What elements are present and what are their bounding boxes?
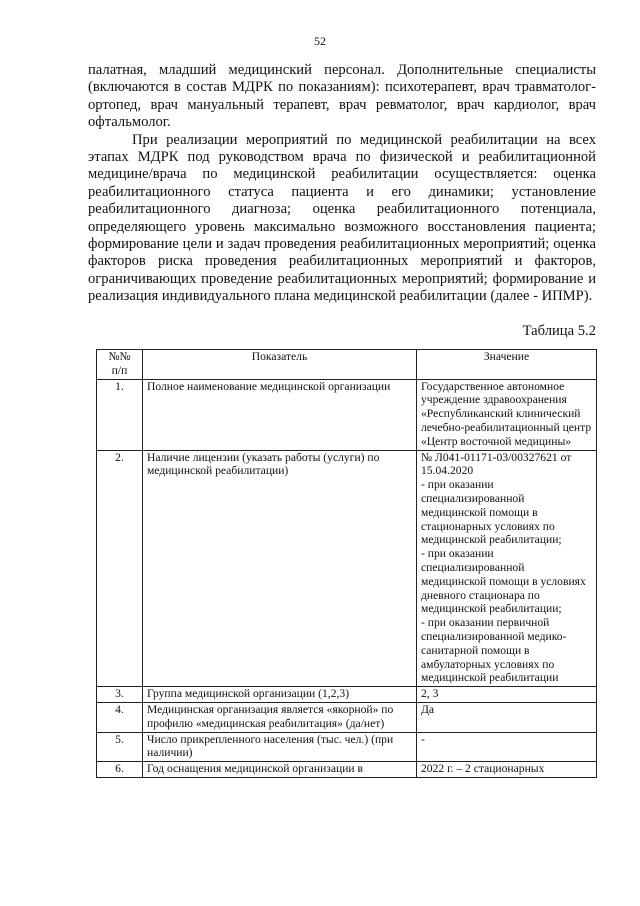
page-number: 52 — [314, 34, 326, 48]
row-indicator: Наличие лицензии (указать работы (услуги) по медицинской реабилитации) — [143, 450, 417, 687]
header-num: №№ п/п — [97, 350, 143, 380]
table-row — [97, 702, 597, 732]
row-value: - — [417, 732, 597, 762]
row-indicator: Группа медицинской организации (1,2,3) — [143, 687, 417, 703]
table-header-row — [97, 350, 597, 380]
table-row — [97, 450, 597, 687]
row-value: 2022 г. – 2 стационарных — [417, 762, 597, 778]
row-num: 3. — [97, 687, 143, 703]
header-indicator: Показатель — [143, 350, 417, 380]
row-num: 1. — [97, 379, 143, 450]
row-indicator: Медицинская организация является «якорной» по профилю «медицинская реабилитация» (да/нет) — [143, 702, 417, 732]
data-table — [96, 349, 597, 778]
table-caption: Таблица 5.2 — [522, 323, 596, 339]
row-indicator: Полное наименование медицинской организации — [143, 379, 417, 450]
row-value: 2, 3 — [417, 687, 597, 703]
row-value: Да — [417, 702, 597, 732]
row-value: № Л041-01171-03/00327621 от 15.04.2020 - при оказании специализированной медицинской помощи в стационарных условиях по медицинской реабилитации; - при оказании специализированной медицинской помощи в условиях дневного стационара по медицинской реабилитации; - при оказании первичной специализированной медико-санитарной помощи в амбулаторных условиях по медицинской реабилитации — [417, 450, 597, 687]
row-indicator: Год оснащения медицинской организации в — [143, 762, 417, 778]
paragraph-1: палатная, младший медицинский персонал. Дополнительные специалисты (включаются в состав МДРК по показаниям): психотерапевт, врач травматолог-ортопед, врач мануальный терапевт, врач ревматолог, врач кардиолог, врач офтальмолог. — [88, 62, 596, 131]
table-row — [97, 762, 597, 778]
row-indicator: Число прикрепленного населения (тыс. чел.) (при наличии) — [143, 732, 417, 762]
row-num: 4. — [97, 702, 143, 732]
row-num: 6. — [97, 762, 143, 778]
row-num: 2. — [97, 450, 143, 687]
table-row — [97, 687, 597, 703]
row-value: Государственное автономное учреждение здравоохранения «Республиканский клинический лечебно-реабилитационный центр «Центр восточной медицины» — [417, 379, 597, 450]
row-num: 5. — [97, 732, 143, 762]
header-value: Значение — [417, 350, 597, 380]
table-row — [97, 732, 597, 762]
paragraph-2: При реализации мероприятий по медицинской реабилитации на всех этапах МДРК под руководством врача по физической и реабилитационной медицине/врача по медицинской реабилитации осуществляется: оценка реабилитационного статуса пациента и его динамики; установление реабилитационного диагноза; оценка реабилитационного потенциала, определяющего уровень максимально возможного восстановления пациента; формирование цели и задач проведения реабилитационных мероприятий; оценка факторов риска проведения реабилитационных мероприятий и факторов, ограничивающих проведение реабилитационных мероприятий; формирование и реализация индивидуального плана медицинской реабилитации (далее - ИПМР). — [88, 131, 596, 305]
table-row — [97, 379, 597, 450]
